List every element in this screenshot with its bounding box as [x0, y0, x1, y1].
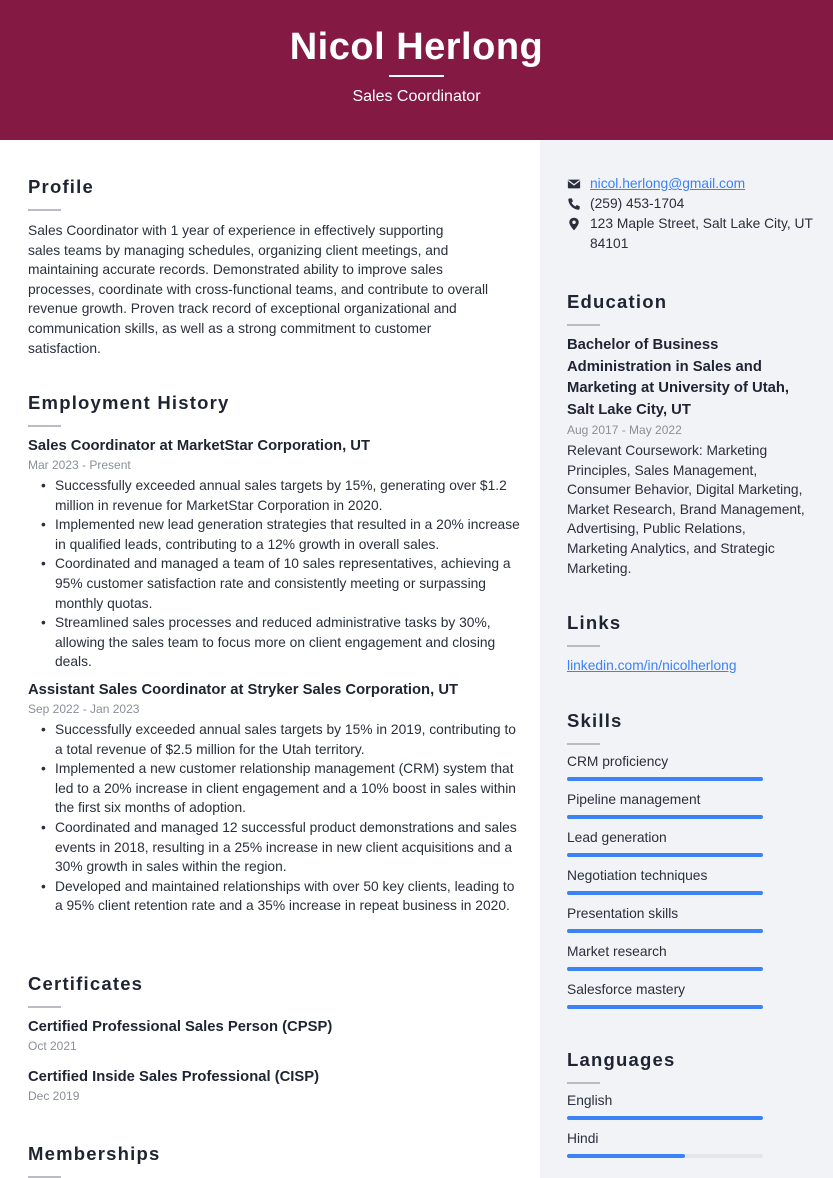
section-divider — [567, 324, 600, 326]
skill-item — [567, 904, 763, 923]
coursework-line: Principles, Sales Management, — [567, 462, 758, 478]
section-title-links: Links — [567, 612, 622, 633]
certificate-date: Oct 2021 — [28, 1039, 77, 1053]
skill-item — [567, 828, 763, 847]
phone-number: (259) 453-1704 — [590, 196, 685, 211]
language-item — [567, 1129, 763, 1148]
coursework-line: Consumer Behavior, Digital Marketing, — [567, 482, 803, 498]
degree-line: Salt Lake City, UT — [567, 401, 691, 418]
languages-section — [567, 1048, 817, 1084]
skills-section — [567, 709, 817, 745]
profile-line: communication skills, as well as a strong commitment to customer — [28, 320, 432, 336]
job-bullet: • Implemented a new customer relationship management (CRM) system that led to a 20% increase in client engagement and a 10% boost in sales within the first six months of adoption. — [41, 759, 521, 818]
coursework — [567, 441, 817, 578]
profile-line: maintaining accurate records. Demonstrated ability to improve sales — [28, 262, 443, 278]
profile-line: sales teams by managing schedules, organizing client meetings, and — [28, 242, 449, 258]
language-label: Hindi — [567, 1131, 599, 1146]
education-dates: Aug 2017 - May 2022 — [567, 423, 682, 437]
coursework-line: Marketing Analytics, and Strategic — [567, 540, 775, 556]
skill-item — [567, 752, 763, 771]
job-bullets — [41, 720, 521, 916]
skill-level-bar — [567, 891, 763, 895]
job-bullet: • Successfully exceeded annual sales targets by 15% in 2019, contributing to a total revenue of $2.5 million for the Utah territory. — [41, 720, 521, 759]
job-bullet: • Developed and maintained relationships with over 50 key clients, leading to a 95% client retention rate and a 35% increase in repeat business in 2020. — [41, 877, 521, 916]
profile-summary — [28, 221, 508, 358]
job-bullet: • Coordinated and managed a team of 10 sales representatives, achieving a 95% customer satisfaction rate and consistently meeting or surpassing monthly quotas. — [41, 554, 521, 613]
profile-line: satisfaction. — [28, 340, 101, 356]
section-divider — [28, 209, 61, 211]
linkedin-link[interactable]: linkedin.com/in/nicolherlong — [567, 658, 737, 673]
section-title-memberships: Memberships — [28, 1143, 161, 1164]
name-divider — [389, 75, 444, 77]
address-line: 84101 — [590, 235, 629, 251]
memberships-section — [28, 1142, 508, 1178]
coursework-line: Marketing. — [567, 560, 632, 576]
coursework-line: Advertising, Public Relations, — [567, 521, 746, 537]
section-divider — [567, 743, 600, 745]
resume-header — [0, 0, 833, 140]
language-item — [567, 1091, 763, 1110]
certificate-entry — [28, 1067, 508, 1105]
candidate-name: Nicol Herlong — [289, 26, 544, 68]
job-dates: Sep 2022 - Jan 2023 — [28, 701, 140, 716]
address — [590, 214, 820, 253]
job-bullet: • Streamlined sales processes and reduced administrative tasks by 30%, allowing the sales team to focus more on client engagement and closing deals. — [41, 613, 521, 672]
degree-line: Bachelor of Business — [567, 337, 719, 353]
job-dates: Mar 2023 - Present — [28, 458, 131, 472]
skill-level-bar — [567, 1005, 763, 1009]
section-title-profile: Profile — [28, 176, 94, 197]
profile-section — [28, 175, 508, 358]
skill-label: CRM proficiency — [567, 754, 669, 769]
email-link[interactable]: nicol.herlong@gmail.com — [590, 176, 746, 191]
profile-line: revenue growth. Proven track record of exceptional organizational and — [28, 301, 457, 317]
section-divider — [567, 1082, 600, 1084]
language-level-bar — [567, 1116, 763, 1120]
section-title-employment: Employment History — [28, 392, 230, 413]
skill-item — [567, 866, 763, 885]
section-title-education: Education — [567, 291, 668, 312]
degree-line: Administration in Sales and — [567, 358, 762, 375]
section-divider — [28, 1006, 61, 1008]
certificate-name: Certified Professional Sales Person (CPSP) — [28, 1019, 333, 1035]
employment-section — [28, 391, 520, 916]
skill-label: Presentation skills — [567, 906, 679, 921]
language-level-bar — [567, 1154, 763, 1158]
job-bullet: • Successfully exceeded annual sales targets by 15%, generating over $1.2 million in revenue for MarketStar Corporation in 2020. — [41, 476, 521, 515]
skill-label: Salesforce mastery — [567, 982, 686, 997]
degree-title — [567, 335, 817, 421]
degree-line: Marketing at University of Utah, — [567, 380, 789, 396]
skill-item — [567, 980, 763, 999]
map-pin-icon — [567, 217, 581, 231]
profile-line: processes, coordinate with cross-functional teams, and contribute to overall — [28, 281, 489, 297]
skill-level-bar — [567, 967, 763, 971]
envelope-icon — [567, 177, 581, 191]
address-line: 123 Maple Street, Salt Lake City, UT — [590, 216, 813, 231]
job-entry — [28, 680, 517, 916]
coursework-line: Market Research, Brand Management, — [567, 501, 805, 517]
skill-label: Pipeline management — [567, 792, 701, 807]
skill-level-bar — [567, 853, 763, 857]
section-title-skills: Skills — [567, 710, 623, 731]
certificate-date: Dec 2019 — [28, 1089, 80, 1103]
language-label: English — [567, 1093, 613, 1108]
skill-label: Negotiation techniques — [567, 868, 708, 883]
skill-level-bar — [567, 777, 763, 781]
certificates-section — [28, 972, 508, 1105]
job-title: Sales Coordinator at MarketStar Corporation, UT — [28, 438, 371, 454]
phone-icon — [567, 197, 581, 211]
section-divider — [28, 425, 61, 427]
skill-level-bar — [567, 929, 763, 933]
job-bullet: • Coordinated and managed 12 successful product demonstrations and sales events in 2018, resulting in a 25% increase in new client acquisitions and a 30% growth in sales within the region. — [41, 818, 521, 877]
job-bullet: • Implemented new lead generation strategies that resulted in a 20% increase in qualified leads, contributing to a 12% growth in overall sales. — [41, 515, 521, 554]
skill-label: Lead generation — [567, 830, 667, 845]
job-title: Assistant Sales Coordinator at Stryker Sales Corporation, UT — [28, 681, 459, 698]
links-section — [567, 611, 817, 676]
skill-item — [567, 942, 763, 961]
profile-line: Sales Coordinator with 1 year of experience in effectively supporting — [28, 223, 444, 238]
coursework-line: Relevant Coursework: Marketing — [567, 443, 768, 458]
candidate-title: Sales Coordinator — [352, 88, 481, 105]
education-section — [567, 290, 817, 578]
certificate-entry — [28, 1017, 508, 1055]
skill-level-bar — [567, 815, 763, 819]
skill-item — [567, 790, 763, 809]
section-divider — [567, 645, 600, 647]
certificate-name: Certified Inside Sales Professional (CISP) — [28, 1069, 320, 1085]
skill-label: Market research — [567, 944, 667, 959]
section-title-languages: Languages — [567, 1049, 676, 1070]
job-bullets — [41, 476, 521, 672]
section-title-certificates: Certificates — [28, 973, 144, 994]
job-entry — [28, 436, 520, 672]
